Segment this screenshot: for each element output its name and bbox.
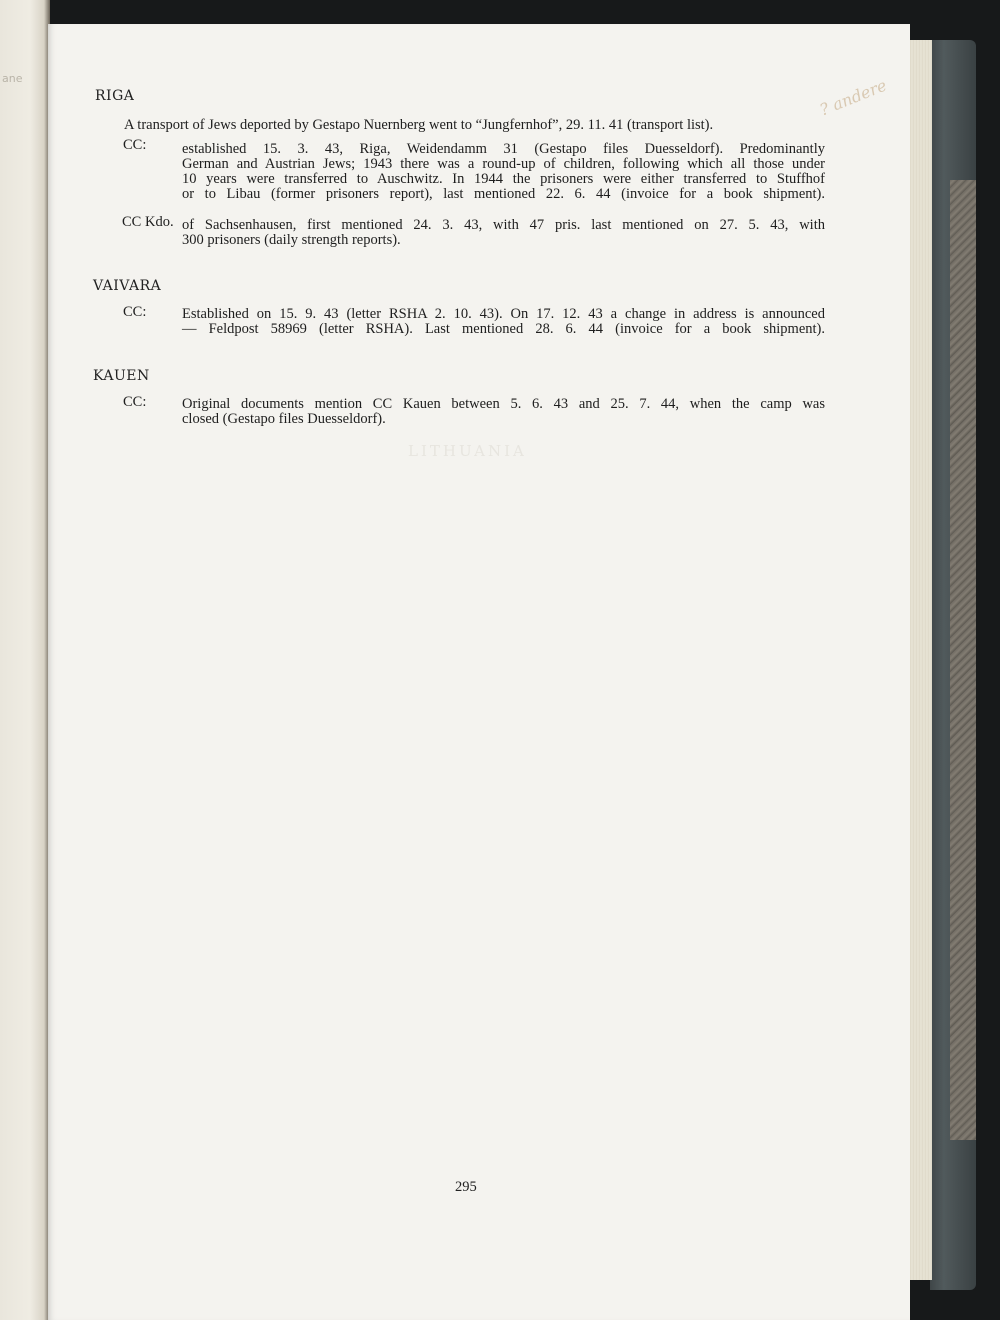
riga-cckdo-label: CC Kdo. xyxy=(122,214,174,230)
margin-note: ? andere xyxy=(817,75,890,120)
kauen-cc-line: Original documents mention CC Kauen between 5. 6. 43 and 25. 7. 44, when the camp was xyxy=(182,396,825,412)
show-through-text: LITHUANIA xyxy=(408,442,527,460)
cover-board-texture xyxy=(950,180,976,1140)
vaivara-cc-label: CC: xyxy=(123,304,147,320)
riga-intro xyxy=(124,118,824,133)
riga-cckdo-line: of Sachsenhausen, first mentioned 24. 3. 43, with 47 pris. last mentioned on 27. 5. 43, with xyxy=(182,217,825,233)
vaivara-cc-line: Established on 15. 9. 43 (letter RSHA 2. 10. 43). On 17. 12. 43 a change in address is announced xyxy=(182,306,825,322)
riga-cc-line: or to Libau (former prisoners report), last mentioned 22. 6. 44 (invoice for a book shipment). xyxy=(182,186,825,202)
kauen-cc-label: CC: xyxy=(123,394,147,410)
riga-cckdo-text xyxy=(182,218,825,248)
section-heading-vaivara: VAIVARA xyxy=(93,278,162,294)
riga-cc-label: CC: xyxy=(123,137,147,153)
left-page-edge-text: ane xyxy=(2,72,23,85)
vaivara-cc-line: — Feldpost 58969 (letter RSHA). Last mentioned 28. 6. 44 (invoice for a book shipment). xyxy=(182,321,825,337)
riga-cc-text xyxy=(182,142,825,202)
riga-intro-line: A transport of Jews deported by Gestapo Nuernberg went to “Jungfernhof”, 29. 11. 41 (transport list). xyxy=(124,117,714,133)
section-heading-riga: RIGA xyxy=(95,88,135,104)
document-page xyxy=(48,24,910,1320)
kauen-cc-line: closed (Gestapo files Duesseldorf). xyxy=(182,411,386,427)
page-number: 295 xyxy=(455,1179,477,1195)
riga-cc-line: 10 years were transferred to Auschwitz. In 1944 the prisoners were either transferred to Stuffhof xyxy=(182,171,825,187)
riga-cc-line: established 15. 3. 43, Riga, Weidendamm 31 (Gestapo files Duesseldorf). Predominantly xyxy=(182,141,825,157)
riga-cckdo-line: 300 prisoners (daily strength reports). xyxy=(182,232,401,248)
kauen-cc-text xyxy=(182,397,825,427)
vaivara-cc-text xyxy=(182,307,825,337)
section-heading-kauen: KAUEN xyxy=(93,368,150,384)
riga-cc-line: German and Austrian Jews; 1943 there was a round-up of children, following which all those under xyxy=(182,156,825,172)
left-page-edge xyxy=(0,0,50,1320)
